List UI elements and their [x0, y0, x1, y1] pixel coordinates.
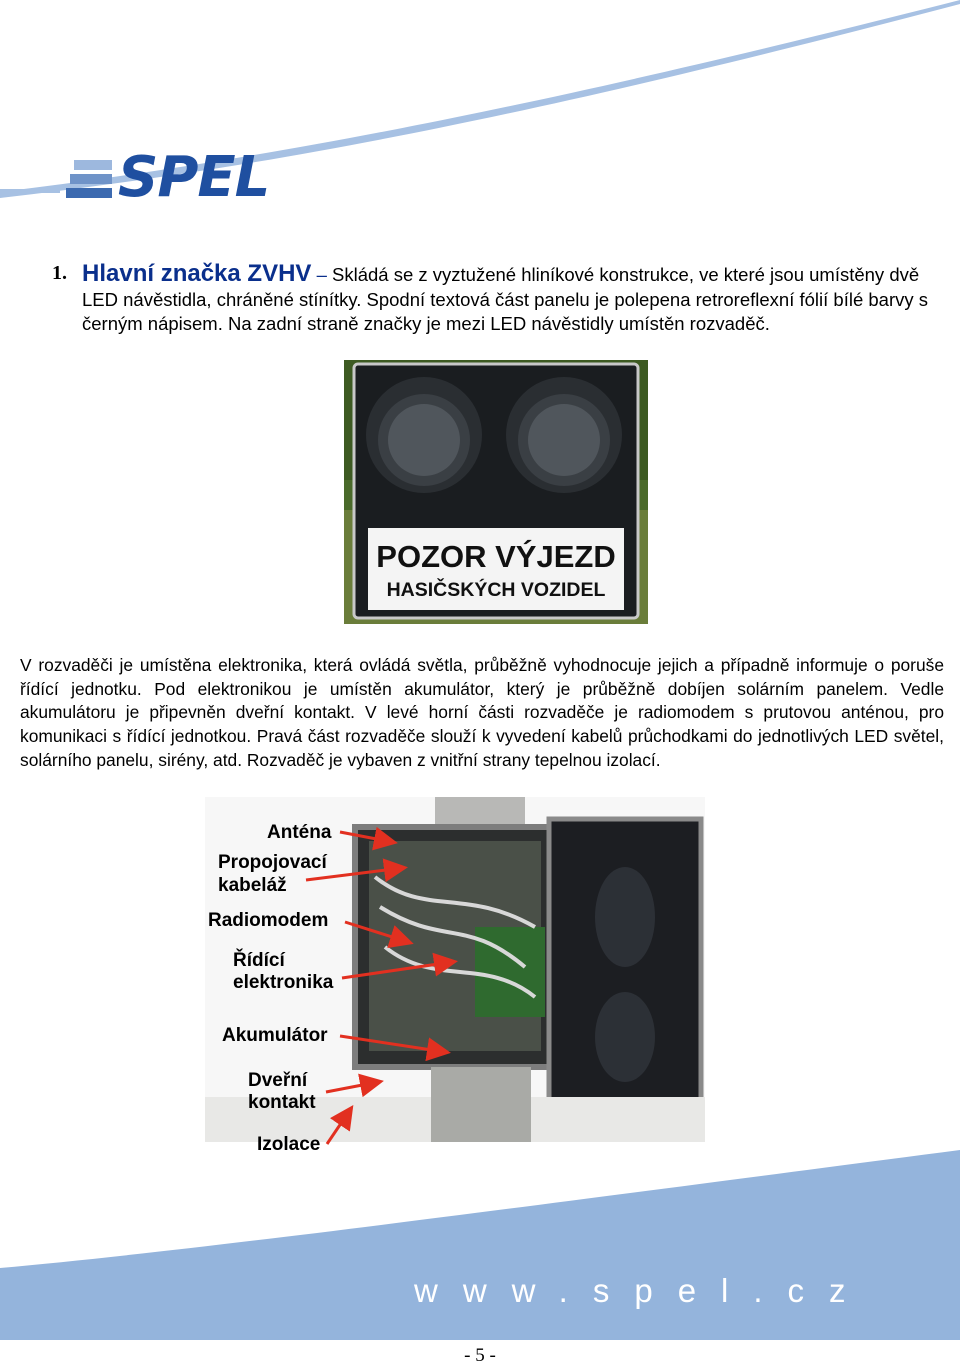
label-door-line1: Dveřní [248, 1070, 308, 1091]
footer-band [0, 1150, 960, 1340]
label-battery: Akumulátor [222, 1025, 328, 1046]
sign-line-2: HASIČSKÝCH VOZIDEL [386, 579, 606, 601]
label-control-line1: Řídící [233, 950, 285, 971]
body-paragraph: V rozvaděči je umístěna elektronika, která ovládá světla, průběžně vyhodnocuje jejich a případně informuje o poruše řídící jednotku. Pod elektronikou je umístěn akumulátor, který je průběžně dobíjen solárním panelem. Vedle akumulátoru je připevněn dveřní kontakt. V levé horní části rozvaděče je radiomodem s prutovou anténou, pro komunikaci s řídící jednotkou. Pravá část rozvaděče slouží k vyvedení kabelů průchodkami do jednotlivých LED světel, solárního panelu, sirény, atd. Rozvaděč je vybaven z vnitřní strany tepelnou izolací. [20, 655, 944, 770]
section-title: Hlavní značka ZVHV [82, 260, 312, 287]
page-number: - 5 - [464, 1345, 496, 1366]
label-control-line2: elektronika [233, 972, 334, 993]
intro-text: Skládá se z vyztužené hliníkové konstrukce, ve které jsou umístěny dvě LED návěstidla, chráněné stínítky. Spodní textová část panelu je polepena retroreflexní fólií bílé barvy s černým nápisem. Na zadní straně značky je mezi LED návěstidly umístěn rozvaděč. [82, 264, 929, 334]
label-cabling [218, 851, 327, 897]
label-radiomodem: Radiomodem [208, 910, 329, 931]
label-cabling-line1: Propojovací [218, 852, 327, 873]
sign-line-1: POZOR VÝJEZD [376, 539, 616, 574]
footer-url: www.spel.cz [414, 1272, 871, 1309]
label-door-line2: kontakt [248, 1092, 316, 1113]
sign-photo [344, 360, 648, 624]
label-door-contact [248, 1070, 316, 1114]
section-number: 1. [52, 262, 67, 284]
spel-logo-text: SPEL [118, 145, 270, 210]
title-dash: – [316, 264, 327, 285]
label-control [233, 950, 333, 994]
section-intro [82, 262, 942, 337]
spel-logo-mark [66, 158, 126, 202]
label-insulation: Izolace [257, 1134, 321, 1155]
label-cabling-line2: kabeláž [218, 875, 287, 896]
label-antena: Anténa [267, 822, 332, 843]
